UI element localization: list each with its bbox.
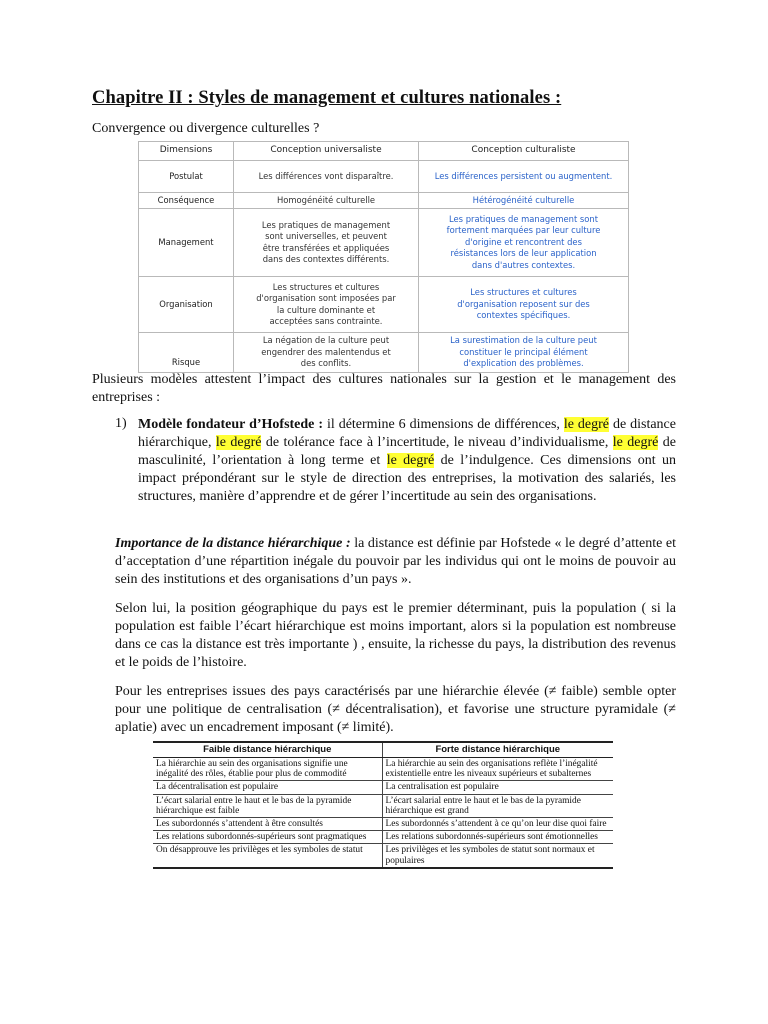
column-header: Conception universaliste bbox=[234, 142, 419, 161]
table-cell: Les pratiques de management sont fortement marquées par leur culture d'origine et rencontrent des résistances lors de leur application dans d'autres contextes. bbox=[419, 209, 629, 277]
table-cell: Les structures et cultures d'organisation reposent sur des contextes spécifiques. bbox=[419, 277, 629, 333]
table-cell: Les différences persistent ou augmentent. bbox=[419, 161, 629, 193]
table-row bbox=[139, 209, 629, 277]
table-cell: La hiérarchie au sein des organisations reflète l’inégalité existentielle entre les niveaux supérieurs et subalternes bbox=[382, 758, 613, 781]
text-span: la distance est définie par Hofstede « le degré d’attente et d’acceptation d’une répartition inégale du pouvoir par les individus qui ont le moins de pouvoir au sein des institutions et des organisations d’un pays ». bbox=[115, 536, 677, 587]
table-cell: Les privilèges et les symboles de statut sont normaux et populaires bbox=[382, 844, 613, 868]
highlight-le-degre: le degré bbox=[386, 453, 435, 468]
column-header: Dimensions bbox=[139, 142, 234, 161]
table-cell: Les pratiques de management sont universelles, et peuvent être transférées et appliquées dans des contextes différents. bbox=[234, 209, 419, 277]
hofstede-paragraph bbox=[138, 416, 676, 506]
table-cell: Homogénéité culturelle bbox=[234, 193, 419, 209]
column-header: Conception culturaliste bbox=[419, 142, 629, 161]
selon-paragraph: Selon lui, la position géographique du pays est le premier déterminant, puis la population ( si la population est faible l’écart hiérarchique est moins important, alors si la population est nombreuse dans ce cas la distance est très importante ) , ensuite, la richesse du pays, la distribution des revenus et le poids de l’histoire. bbox=[115, 601, 676, 670]
importance-paragraph bbox=[115, 535, 676, 589]
table-cell: Les relations subordonnés-supérieurs sont émotionnelles bbox=[382, 831, 613, 844]
table-cell: Les relations subordonnés-supérieurs sont pragmatiques bbox=[153, 831, 382, 844]
table-cell: Postulat bbox=[139, 161, 234, 193]
table-row bbox=[153, 831, 613, 844]
table-cell: On désapprouve les privilèges et les symboles de statut bbox=[153, 844, 382, 868]
table-cell: Risque bbox=[139, 333, 234, 373]
table-cell: Les structures et cultures d'organisation sont imposées par la culture dominante et acceptées sans contrainte. bbox=[234, 277, 419, 333]
table-cell: Les subordonnés s’attendent à être consultés bbox=[153, 818, 382, 831]
chapter-title: Chapitre II : Styles de management et cultures nationales : bbox=[92, 88, 562, 108]
text-span: de l’indulgence. Ces dimensions ont un impact prépondérant sur le style de direction des entreprises, la motivation des salariés, les structures, manière d’apprendre et de gérer l’incertitude au sein des organisations. bbox=[138, 453, 676, 504]
highlight-le-degre: le degré bbox=[215, 435, 262, 450]
table-cell: La négation de la culture peut engendrer des malentendus et des conflits. bbox=[234, 333, 419, 373]
text-span: de masculinité, l’orientation à long terme et bbox=[138, 435, 676, 468]
column-header: Forte distance hiérarchique bbox=[382, 742, 613, 758]
table-cell: La décentralisation est populaire bbox=[153, 781, 382, 794]
text-span: de distance hiérarchique, bbox=[138, 417, 676, 450]
table-row bbox=[139, 193, 629, 209]
pour-paragraph: Pour les entreprises issues des pays caractérisés par une hiérarchie élevée (≠ faible) semble opter pour une politique de centralisation (≠ décentralisation), et favorise une structure pyramidale (≠ aplatie) avec un encadrement imposant (≠ limité). bbox=[115, 684, 676, 735]
table-cell: Management bbox=[139, 209, 234, 277]
importance-heading: Importance de la distance hiérarchique : bbox=[115, 536, 351, 551]
table-cell: Organisation bbox=[139, 277, 234, 333]
table-row bbox=[153, 818, 613, 831]
table-row bbox=[139, 333, 629, 373]
convergence-table bbox=[138, 141, 629, 373]
text-span: de tolérance face à l’incertitude, le niveau d’individualisme, bbox=[261, 435, 613, 450]
table-header-row bbox=[153, 742, 613, 758]
table-cell: L’écart salarial entre le haut et le bas de la pyramide hiérarchique est grand bbox=[382, 794, 613, 817]
table-cell: La surestimation de la culture peut constituer le principal élément d'explication des problèmes. bbox=[419, 333, 629, 373]
column-header: Faible distance hiérarchique bbox=[153, 742, 382, 758]
table-row bbox=[139, 277, 629, 333]
model-heading: Modèle fondateur d’Hofstede : bbox=[138, 417, 324, 432]
table-cell: Les subordonnés s’attendent à ce qu’on leur dise quoi faire bbox=[382, 818, 613, 831]
table-cell: La hiérarchie au sein des organisations signifie une inégalité des rôles, établie pour plus de commodité bbox=[153, 758, 382, 781]
highlight-le-degre: le degré bbox=[563, 417, 609, 432]
table-cell: L’écart salarial entre le haut et le bas de la pyramide hiérarchique est faible bbox=[153, 794, 382, 817]
list-number: 1) bbox=[115, 416, 127, 431]
distance-table bbox=[153, 741, 613, 869]
highlight-le-degre: le degré bbox=[612, 435, 659, 450]
table-cell: Hétérogénéité culturelle bbox=[419, 193, 629, 209]
table-row bbox=[153, 781, 613, 794]
intro-paragraph: Plusieurs modèles attestent l’impact des cultures nationales sur la gestion et le management des entreprises : bbox=[92, 372, 676, 405]
table-header-row bbox=[139, 142, 629, 161]
table-row bbox=[153, 758, 613, 781]
table-row bbox=[139, 161, 629, 193]
table-row bbox=[153, 844, 613, 868]
table-row bbox=[153, 794, 613, 817]
table-cell: Conséquence bbox=[139, 193, 234, 209]
text-span: il détermine 6 dimensions de différences, bbox=[323, 417, 564, 432]
table-cell: Les différences vont disparaître. bbox=[234, 161, 419, 193]
section-subtitle: Convergence ou divergence culturelles ? bbox=[92, 121, 320, 136]
table-cell: La centralisation est populaire bbox=[382, 781, 613, 794]
